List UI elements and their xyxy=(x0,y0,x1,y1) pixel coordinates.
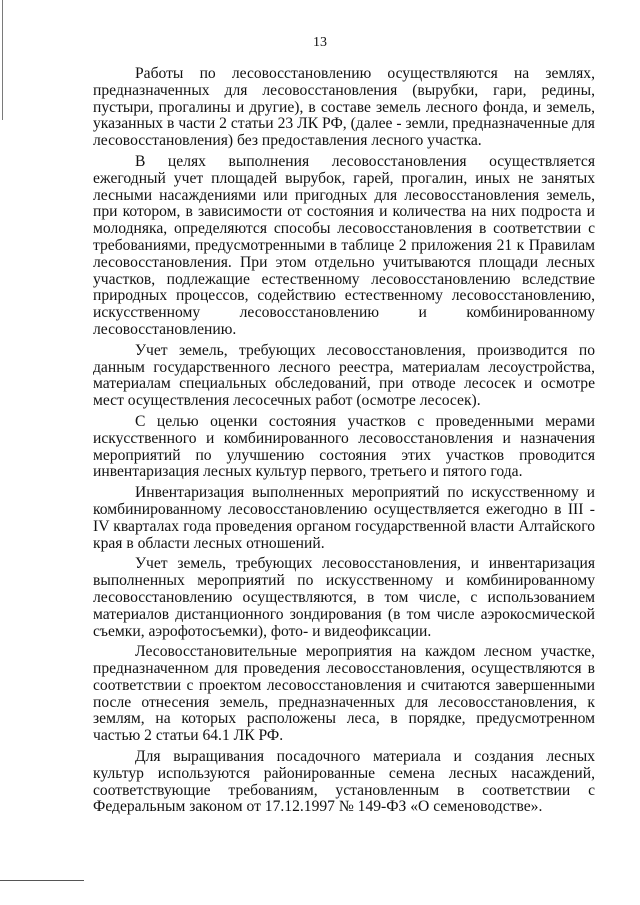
paragraph-4: С целью оценки состояния участков с проведенными мерами искусственного и комбинированного лесовосстановления и назначения мероприятий по улучшению состояния этих участков проводится инвентаризация лесных культур первого, третьего и пятого года. xyxy=(93,412,595,481)
paragraph-2: В целях выполнения лесовосстановления осуществляется ежегодный учет площадей вырубок, гарей, прогалин, иных не занятых лесными насаждениями или пригодных для лесовосстановления земель, при котором, в зависимости от состояния и количества на них подроста и молодняка, определяются способы лесовосстановления в соответствии с требованиями, предусмотренными в таблице 2 приложения 21 к Правилам лесовосстановления. При этом отдельно учитываются площади лесных участков, подлежащие естественному лесовосстановлению вследствие природных процессов, содействию естественному лесовосстановлению, искусственному лесовосстановлению и комбинированному лесовосстановлению. xyxy=(93,152,595,338)
paragraph-6: Учет земель, требующих лесовосстановления, и инвентаризация выполненных мероприятий по искусственному и комбинированному лесовосстановлению осуществляются, в том числе, с использованием материалов дистанционного зондирования (в том числе аэрокосмической съемки, аэрофотосъемки), фото- и видеофиксации. xyxy=(93,555,595,640)
page-number: 13 xyxy=(313,35,327,50)
footnote-separator xyxy=(0,880,84,881)
paragraph-5: Инвентаризация выполненных мероприятий по искусственному и комбинированному лесовосстановлению осуществляется ежегодно в III - IV кварталах года проведения органом государственной власти Алтайского края в области лесных отношений. xyxy=(93,484,595,552)
paragraph-8: Для выращивания посадочного материала и создания лесных культур используются районированные семена лесных насаждений, соответствующие требованиям, установленным в соответствии с Федеральным законом от 17.12.1997 № 149-ФЗ «О семеноводстве». xyxy=(93,748,595,816)
paragraph-3: Учет земель, требующих лесовосстановления, производится по данным государственного лесного реестра, материалам лесоустройства, материалам специальных обследований, при отводе лесосек и осмотре мест осуществления лесосечных работ (осмотре лесосек). xyxy=(93,341,595,410)
paragraph-1: Работы по лесовосстановлению осуществляются на землях, предназначенных для лесовосстановления (вырубки, гари, редины, пустыри, прогалины и другие), в составе земель лесного фонда, и земель, указанных в части 2 статьи 23 ЛК РФ, (далее - земли, предназначенные для лесовосстановления) без предоставления лесного участка. xyxy=(93,65,595,150)
paragraph-7: Лесовосстановительные мероприятия на каждом лесном участке, предназначенном для проведения лесовосстановления, осуществляются в соответствии с проектом лесовосстановления и считаются завершенными после отнесения земель, предназначенных для лесовосстановления, к землям, на которых расположены леса, в порядке, предусмотренном частью 2 статьи 64.1 ЛК РФ. xyxy=(93,643,595,745)
document-body xyxy=(93,66,595,820)
scan-edge-line xyxy=(2,0,3,120)
